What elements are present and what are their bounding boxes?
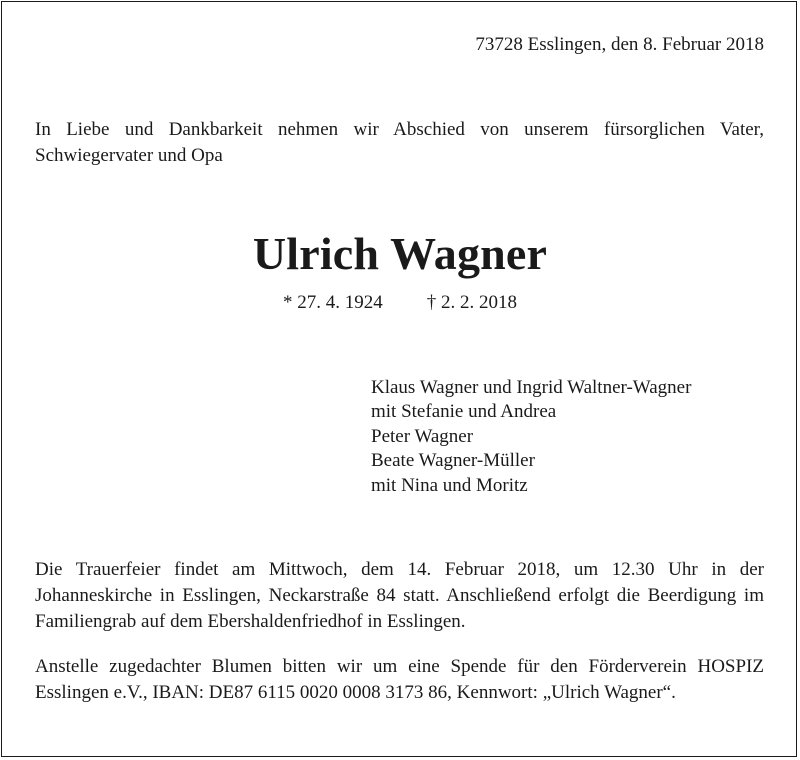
- place-date: 73728 Esslingen, den 8. Februar 2018: [475, 34, 764, 55]
- life-dates: [0, 289, 800, 317]
- mourner-line: mit Stefanie und Andrea: [371, 401, 557, 423]
- mourner-line: Klaus Wagner und Ingrid Waltner-Wagner: [371, 377, 692, 398]
- birth-date: * 27. 4. 1924: [283, 292, 383, 313]
- mourners-list: [371, 376, 691, 498]
- funeral-service-text: Die Trauerfeier findet am Mittwoch, dem 14. Februar 2018, um 12.30 Uhr in der Johanneskirche in Esslingen, Neckarstraße 84 statt. Anschließend erfolgt die Beerdigung im Familiengrab auf dem Ebershaldenfriedhof in Esslingen.: [35, 559, 764, 632]
- mourner-line: Peter Wagner: [371, 425, 474, 447]
- deceased-name: Ulrich Wagner: [252, 228, 548, 279]
- donation-text: Anstelle zugedachter Blumen bitten wir um eine Spende für den Förderverein HOSPIZ Esslingen e.V., IBAN: DE87 6115 0020 0008 3173 86, Kennwort: „Ulrich Wagner“.: [35, 656, 764, 703]
- intro-text: In Liebe und Dankbarkeit nehmen wir Abschied von unserem fürsorglichen Vater, Schwiegervater und Opa: [35, 119, 764, 166]
- mourner-line: mit Nina und Moritz: [371, 474, 528, 496]
- death-date: † 2. 2. 2018: [426, 292, 517, 313]
- mourner-line: Beate Wagner-Müller: [371, 450, 535, 472]
